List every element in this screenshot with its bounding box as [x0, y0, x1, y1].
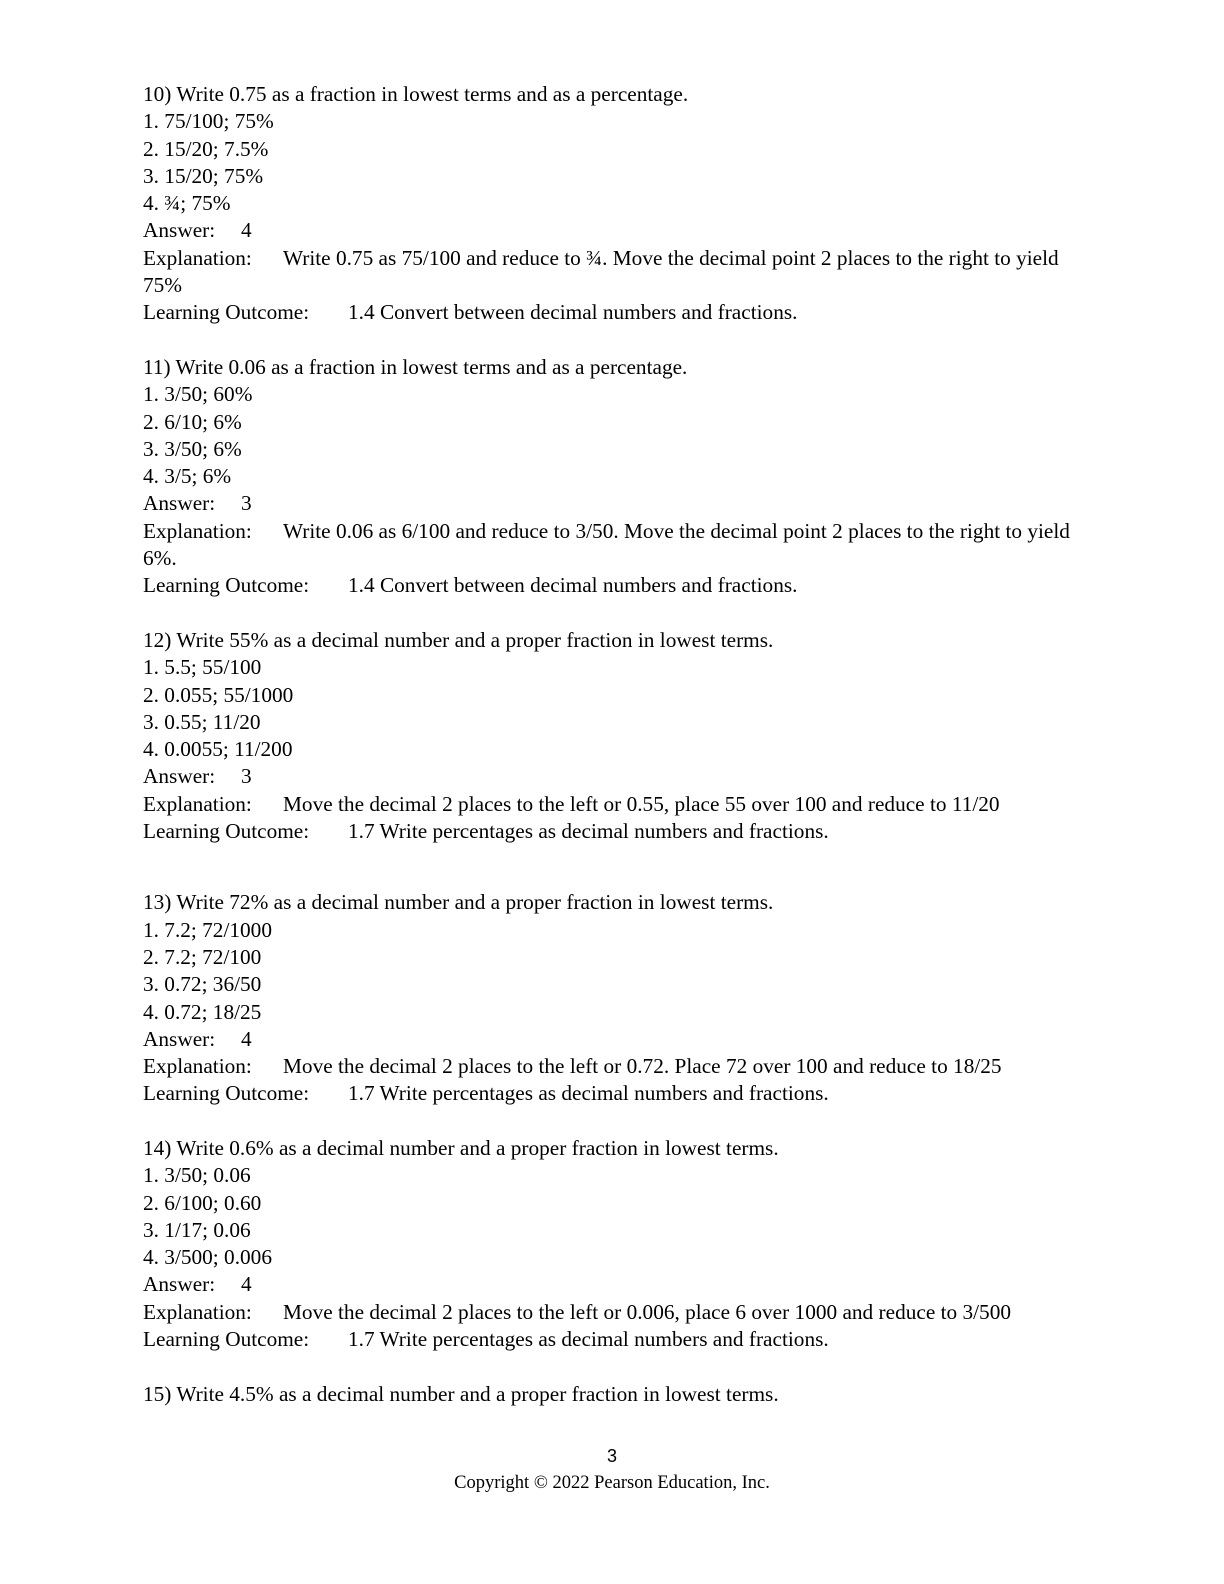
learning-outcome-label: Learning Outcome:: [143, 300, 310, 325]
explanation-label: Explanation:: [143, 1299, 252, 1324]
option-4: 4. 0.72; 18/25: [143, 999, 262, 1024]
answer-label: Answer:: [143, 764, 216, 789]
learning-outcome-label: Learning Outcome:: [143, 819, 310, 844]
option-4: 4. ¾; 75%: [143, 191, 231, 216]
option-3: 3. 0.55; 11/20: [143, 709, 261, 734]
question-prompt: 14) Write 0.6% as a decimal number and a proper fraction in lowest terms.: [143, 1135, 779, 1160]
learning-outcome-text: 1.4 Convert between decimal numbers and fractions.: [348, 300, 798, 325]
explanation-line: [143, 518, 1083, 573]
question-15: [143, 1381, 1083, 1408]
explanation-label: Explanation:: [143, 1054, 252, 1079]
option-1: 1. 7.2; 72/1000: [143, 917, 272, 942]
document-body: [143, 81, 1083, 1408]
answer-label: Answer:: [143, 1272, 216, 1297]
learning-outcome-line: [143, 1326, 1083, 1353]
option-4: 4. 3/5; 6%: [143, 464, 232, 489]
question-prompt: 13) Write 72% as a decimal number and a proper fraction in lowest terms.: [143, 890, 774, 915]
question-14: [143, 1135, 1083, 1353]
answer-line: [143, 1271, 1083, 1298]
option-2: 2. 7.2; 72/100: [143, 944, 262, 969]
question-prompt: 10) Write 0.75 as a fraction in lowest terms and as a percentage.: [143, 82, 689, 106]
answer-value: 4: [241, 218, 252, 243]
option-4: 4. 0.0055; 11/200: [143, 737, 293, 762]
question-10: [143, 81, 1083, 327]
option-3: 3. 3/50; 6%: [143, 436, 242, 461]
copyright-notice: Copyright © 2022 Pearson Education, Inc.: [454, 1473, 770, 1493]
explanation-text: Write 0.75 as 75/100 and reduce to ¾. Move the decimal point 2 places to the right to yield 75%: [143, 245, 1065, 298]
answer-label: Answer:: [143, 491, 216, 516]
answer-value: 3: [241, 764, 252, 789]
learning-outcome-text: 1.4 Convert between decimal numbers and fractions.: [348, 573, 798, 598]
option-3: 3. 0.72; 36/50: [143, 972, 262, 997]
option-1: 1. 3/50; 0.06: [143, 1163, 251, 1188]
learning-outcome-line: [143, 299, 1083, 326]
learning-outcome-line: [143, 818, 1083, 845]
learning-outcome-label: Learning Outcome:: [143, 573, 310, 598]
explanation-label: Explanation:: [143, 791, 252, 816]
explanation-label: Explanation:: [143, 518, 252, 543]
question-prompt: 11) Write 0.06 as a fraction in lowest terms and as a percentage.: [143, 354, 688, 379]
answer-value: 3: [241, 491, 252, 516]
option-1: 1. 75/100; 75%: [143, 109, 274, 134]
option-2: 2. 6/10; 6%: [143, 409, 242, 434]
explanation-line: [143, 791, 1083, 818]
question-12: [143, 627, 1083, 845]
learning-outcome-label: Learning Outcome:: [143, 1081, 310, 1106]
answer-value: 4: [241, 1026, 252, 1051]
option-2: 2. 0.055; 55/1000: [143, 682, 294, 707]
answer-line: [143, 763, 1083, 790]
page-number: 3: [606, 1446, 617, 1466]
explanation-line: [143, 1299, 1083, 1326]
answer-line: [143, 1026, 1083, 1053]
question-prompt: 12) Write 55% as a decimal number and a proper fraction in lowest terms.: [143, 627, 774, 652]
answer-label: Answer:: [143, 218, 216, 243]
learning-outcome-text: 1.7 Write percentages as decimal numbers and fractions.: [348, 1081, 829, 1106]
option-2: 2. 6/100; 0.60: [143, 1190, 262, 1215]
question-prompt: 15) Write 4.5% as a decimal number and a proper fraction in lowest terms.: [143, 1381, 779, 1406]
option-1: 1. 5.5; 55/100: [143, 655, 262, 680]
answer-line: [143, 217, 1083, 244]
learning-outcome-line: [143, 572, 1083, 599]
learning-outcome-text: 1.7 Write percentages as decimal numbers and fractions.: [348, 819, 829, 844]
option-2: 2. 15/20; 7.5%: [143, 136, 269, 161]
question-11: [143, 354, 1083, 600]
learning-outcome-line: [143, 1080, 1083, 1107]
option-3: 3. 1/17; 0.06: [143, 1217, 251, 1242]
answer-line: [143, 490, 1083, 517]
explanation-text: Move the decimal 2 places to the left or 0.72. Place 72 over 100 and reduce to 18/25: [283, 1054, 1002, 1079]
explanation-text: Move the decimal 2 places to the left or 0.006, place 6 over 1000 and reduce to 3/500: [283, 1299, 1012, 1324]
explanation-text: Write 0.06 as 6/100 and reduce to 3/50. Move the decimal point 2 places to the right to yield 6%.: [143, 518, 1076, 571]
answer-label: Answer:: [143, 1026, 216, 1051]
learning-outcome-text: 1.7 Write percentages as decimal numbers and fractions.: [348, 1327, 829, 1352]
explanation-label: Explanation:: [143, 245, 252, 270]
option-1: 1. 3/50; 60%: [143, 382, 253, 407]
learning-outcome-label: Learning Outcome:: [143, 1327, 310, 1352]
explanation-line: [143, 1053, 1083, 1080]
explanation-line: [143, 245, 1083, 300]
question-13: [143, 889, 1083, 1107]
explanation-text: Move the decimal 2 places to the left or 0.55, place 55 over 100 and reduce to 11/20: [283, 791, 1000, 816]
option-4: 4. 3/500; 0.006: [143, 1245, 272, 1270]
answer-value: 4: [241, 1272, 252, 1297]
option-3: 3. 15/20; 75%: [143, 163, 264, 188]
